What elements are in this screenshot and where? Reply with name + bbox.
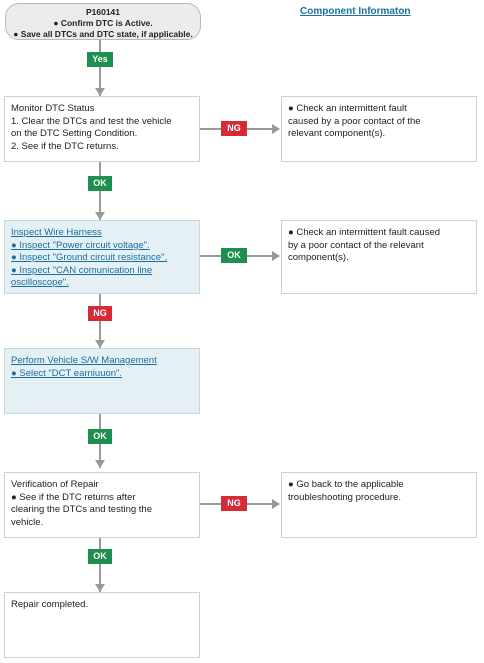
arrow-down-icon: [95, 212, 105, 220]
ng-badge: NG: [221, 121, 247, 136]
power-circuit-voltage-link[interactable]: ● Inspect "Power circuit voltage".: [11, 239, 150, 251]
side2-line-1: ● Check an intermittent fault caused: [288, 227, 441, 238]
ok-badge: OK: [88, 429, 112, 444]
component-information-link[interactable]: Component Informaton: [300, 6, 411, 17]
arrow-down-icon: [95, 340, 105, 348]
step1-title: Monitor DTC Status: [11, 103, 95, 114]
step2-title-link[interactable]: Inspect Wire Harness: [11, 227, 102, 238]
step4-title: Verification of Repair: [11, 479, 99, 490]
side1-line-1: ● Check an intermittent fault: [288, 103, 407, 114]
arrow-right-icon: [272, 124, 280, 134]
intermittent-fault-box-2: [281, 220, 477, 294]
step1-line-3: 2. See if the DTC returns.: [11, 140, 119, 152]
back-to-troubleshooting-box: [281, 472, 477, 538]
yes-badge: Yes: [87, 52, 113, 67]
can-line-oscilloscope-link[interactable]: ● Inspect "CAN comunication line: [11, 264, 153, 276]
ok-badge: OK: [221, 248, 247, 263]
intermittent-fault-box: [281, 96, 477, 162]
monitor-dtc-status-box: [4, 96, 200, 162]
select-dct-link[interactable]: ● Select "DCT earniuuon".: [11, 367, 123, 379]
ng-badge: NG: [88, 306, 112, 321]
start-node: [5, 3, 201, 40]
step4-line-3: vehicle.: [11, 516, 44, 528]
ok-badge: OK: [88, 549, 112, 564]
side4-line-2: troubleshooting procedure.: [288, 491, 402, 503]
start-line-2: ● Save all DTCs and DTC state, if applicable.: [13, 29, 193, 39]
side1-line-2: caused by a poor contact of the: [288, 115, 421, 127]
arrow-down-icon: [95, 88, 105, 96]
step4-line-2: clearing the DTCs and testing the: [11, 504, 152, 515]
arrow-down-icon: [95, 460, 105, 468]
step3-title-link[interactable]: Perform Vehicle S/W Management: [11, 355, 157, 366]
step1-line-1: 1. Clear the DTCs and test the vehicle: [11, 115, 172, 127]
side1-line-3: relevant component(s).: [288, 128, 386, 139]
inspect-wire-harness-box: [4, 220, 200, 294]
arrow-down-icon: [95, 584, 105, 592]
verification-of-repair-box: [4, 472, 200, 538]
step4-line-1: ● See if the DTC returns after: [11, 491, 136, 503]
repair-completed-box: [4, 592, 200, 658]
side4-line-1: ● Go back to the applicable: [288, 479, 404, 490]
start-line-1: ● Confirm DTC is Active.: [53, 18, 153, 28]
ok-badge: OK: [88, 176, 112, 191]
arrow-right-icon: [272, 251, 280, 261]
arrow-right-icon: [272, 499, 280, 509]
repair-completed-text: Repair completed.: [11, 599, 89, 610]
vehicle-sw-management-box: [4, 348, 200, 414]
side2-line-2: by a poor contact of the relevant: [288, 239, 424, 251]
step1-line-2: on the DTC Setting Condition.: [11, 128, 138, 139]
dtc-code: P160141: [85, 7, 121, 17]
can-line-oscilloscope-link-cont[interactable]: oscilloscope".: [11, 277, 69, 288]
ng-badge: NG: [221, 496, 247, 511]
side2-line-3: component(s).: [288, 252, 349, 263]
ground-circuit-resistance-link[interactable]: ● Inspect "Ground circuit resistance".: [11, 252, 168, 263]
